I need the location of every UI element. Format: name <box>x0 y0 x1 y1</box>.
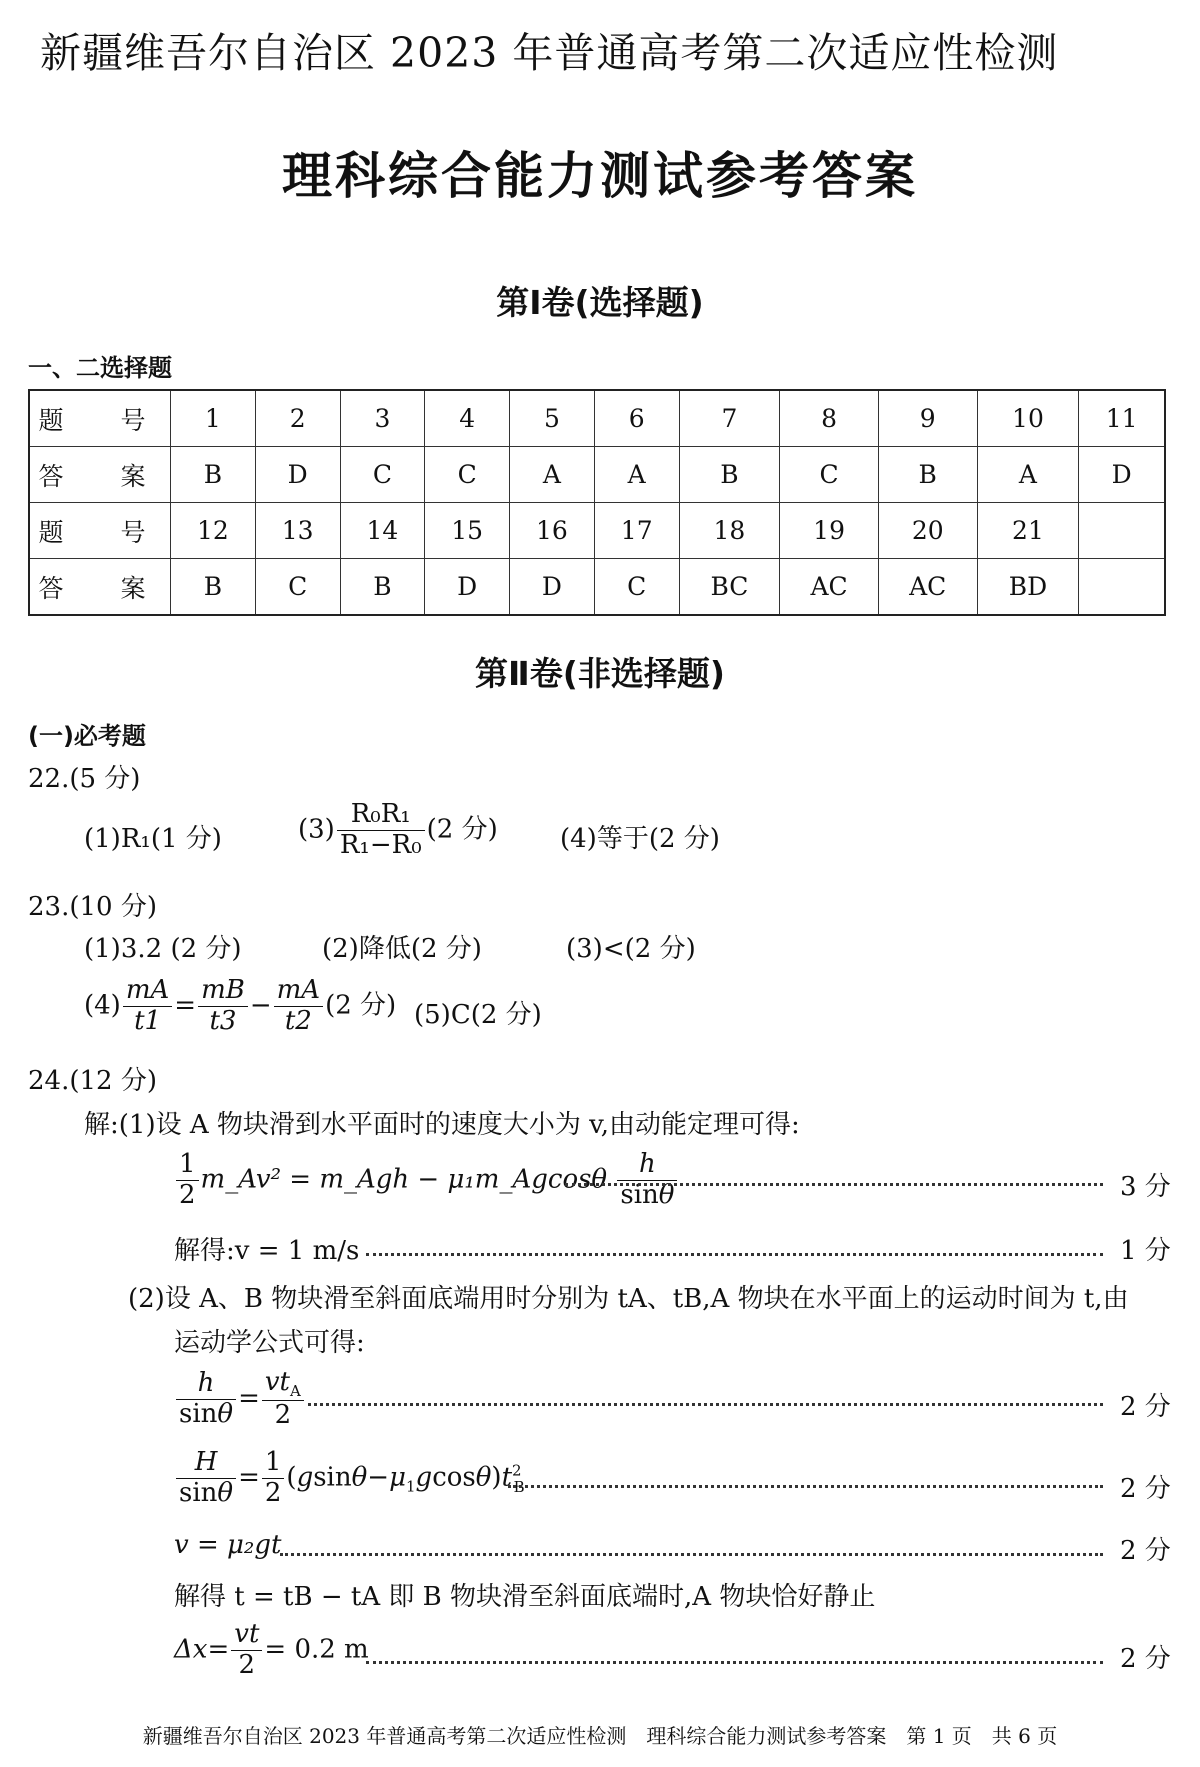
q23-fraction-2 <box>198 976 248 1037</box>
q24-eq1-score: 3 分 <box>1120 1172 1171 1202</box>
q24-heading: 24.(12 分) <box>28 1066 157 1096</box>
answer-cell: B <box>679 447 780 503</box>
question-number-cell: 15 <box>425 503 510 559</box>
answer-cell: B <box>340 559 425 616</box>
answer-cell: BD <box>977 559 1079 616</box>
answer-cell: A <box>594 447 679 503</box>
q23-part1: (1)3.2 (2 分) <box>84 934 242 964</box>
q23-part4-prefix: (4) <box>84 990 121 1021</box>
q24-eq3-score: 2 分 <box>1120 1392 1171 1422</box>
question-number-cell: 20 <box>878 503 977 559</box>
answer-cell: C <box>780 447 879 503</box>
leader-dots <box>308 1403 1103 1406</box>
eq3-left-fraction: $\frac{h}{\sin\theta}$ <box>176 1369 236 1430</box>
q22-part3 <box>298 800 498 861</box>
question-number-cell: 5 <box>510 390 595 447</box>
q23-part3: (3)<(2 分) <box>566 934 696 964</box>
q24-eq5: v = μ₂gt <box>174 1530 282 1560</box>
doc-title-line2: 理科综合能力测试参考答案 <box>282 147 918 205</box>
row-label: 答 案 <box>29 447 171 503</box>
page-footer: 新疆维吾尔自治区 2023 年普通高考第二次适应性检测 理科综合能力测试参考答案 第 1 页 共 6 页 <box>142 1724 1058 1748</box>
eq7-fraction: $\frac{vt}{2}$ <box>231 1620 262 1681</box>
answer-cell: D <box>1079 447 1165 503</box>
answer-cell: AC <box>878 559 977 616</box>
q23-f3-num: mA <box>276 975 321 1005</box>
eq4-half-fraction: $\frac{1}{2}$ <box>262 1448 285 1509</box>
table-row <box>29 503 1165 559</box>
q24-eq1-body: m_Av² = m_Agh − μ₁m_Agcosθ <box>200 1164 608 1195</box>
section2-subtitle: (一)必考题 <box>28 722 146 750</box>
answer-table <box>28 389 1166 616</box>
leader-dots <box>565 1183 1103 1186</box>
q23-f1-num: mA <box>125 975 170 1005</box>
question-number-cell: 4 <box>425 390 510 447</box>
q24-part2-line2: 运动学公式可得: <box>174 1328 365 1358</box>
q23-f2-den: t3 <box>209 1005 237 1036</box>
q24-eq4: $\frac{H}{\sin\theta}$ = $\frac{1}{2}$ $(gsin\theta-\mu_1gcos\theta)t^2_B$ <box>174 1448 525 1509</box>
question-number-cell: 9 <box>878 390 977 447</box>
q22-part3-suffix: (2 分) <box>426 814 498 845</box>
question-number-cell: 3 <box>340 390 425 447</box>
q24-eq3: $\frac{h}{\sin\theta}$ = $\frac{vt_A}{2}$ <box>174 1368 306 1431</box>
answer-cell: D <box>255 447 340 503</box>
row-label: 题 号 <box>29 503 171 559</box>
q24-eq6: 解得 t = tB − tA 即 B 物块滑至斜面底端时,A 物块恰好静止 <box>174 1582 876 1612</box>
q23-part5: (5)C(2 分) <box>414 1000 542 1030</box>
q24-eq2: 解得:v = 1 m/s <box>174 1236 360 1266</box>
answer-cell: BC <box>679 559 780 616</box>
answer-cell: A <box>977 447 1079 503</box>
question-number-cell: 12 <box>171 503 256 559</box>
row-label: 答 案 <box>29 559 171 616</box>
q22-part4: (4)等于(2 分) <box>560 824 720 854</box>
question-number-cell: 17 <box>594 503 679 559</box>
leader-dots <box>366 1253 1103 1256</box>
row-label: 题 号 <box>29 390 171 447</box>
answer-cell: D <box>510 559 595 616</box>
q23-part4-suffix: (2 分) <box>325 990 397 1021</box>
question-number-cell: 2 <box>255 390 340 447</box>
answer-cell <box>1079 559 1165 616</box>
q22-frac-den: R₁−R₀ <box>339 829 422 860</box>
q23-f3-den: t2 <box>284 1005 312 1036</box>
answer-cell: C <box>340 447 425 503</box>
one-half-fraction: $\frac{1}{2}$ <box>176 1150 199 1211</box>
question-number-cell: 11 <box>1079 390 1165 447</box>
leader-dots <box>366 1661 1103 1664</box>
h-over-sin-fraction: $\frac{h}{\sin\theta}$ <box>617 1150 677 1211</box>
q24-eq2-score: 1 分 <box>1120 1236 1171 1266</box>
q24-eq5-score: 2 分 <box>1120 1536 1171 1566</box>
question-number-cell: 8 <box>780 390 879 447</box>
q22-part3-prefix: (3) <box>298 814 335 845</box>
q23-part4: (4) $\frac{mA}{t1}$ = $\frac{mB}{t3}$ − $\frac{mA}{t2}$ (2 分) <box>84 975 397 1036</box>
q22-frac-num: R₀R₁ <box>337 800 425 831</box>
question-number-cell <box>1079 503 1165 559</box>
question-number-cell: 19 <box>780 503 879 559</box>
q23-f2-num: mB <box>201 975 245 1005</box>
table-row <box>29 559 1165 616</box>
q23-part2: (2)降低(2 分) <box>322 934 482 964</box>
q23-heading: 23.(10 分) <box>28 892 157 922</box>
table-row <box>29 390 1165 447</box>
q23-fraction-1 <box>123 976 172 1037</box>
question-number-cell: 16 <box>510 503 595 559</box>
eq3-right-fraction: $\frac{vt_A}{2}$ <box>262 1368 304 1431</box>
q24-eq4-score: 2 分 <box>1120 1474 1171 1504</box>
eq4-left-fraction: $\frac{H}{\sin\theta}$ <box>176 1448 236 1509</box>
question-number-cell: 18 <box>679 503 780 559</box>
question-number-cell: 13 <box>255 503 340 559</box>
doc-title-line1: 新疆维吾尔自治区 2023 年普通高考第二次适应性检测 <box>40 29 1059 77</box>
question-number-cell: 6 <box>594 390 679 447</box>
leader-dots <box>508 1485 1103 1488</box>
table-row <box>29 447 1165 503</box>
question-number-cell: 10 <box>977 390 1079 447</box>
answer-cell: A <box>510 447 595 503</box>
answer-cell: D <box>425 559 510 616</box>
section1-subtitle: 一、二选择题 <box>28 354 172 382</box>
section1-title: 第Ⅰ卷(选择题) <box>496 283 704 322</box>
q24-part2-line1: (2)设 A、B 物块滑至斜面底端用时分别为 tA、tB,A 物块在水平面上的运动时间为 t,由 <box>128 1284 1129 1314</box>
q23-f1-den: t1 <box>134 1005 162 1036</box>
answer-cell: C <box>425 447 510 503</box>
question-number-cell: 21 <box>977 503 1079 559</box>
leader-dots <box>280 1553 1103 1556</box>
answer-cell: B <box>171 447 256 503</box>
q22-part1: (1)R₁(1 分) <box>84 824 222 854</box>
question-number-cell: 1 <box>171 390 256 447</box>
q24-eq7-tail: = 0.2 m <box>264 1634 369 1665</box>
q22-fraction <box>337 800 425 861</box>
answer-cell: C <box>594 559 679 616</box>
section2-title: 第Ⅱ卷(非选择题) <box>475 654 725 693</box>
q24-eq1 <box>174 1150 679 1211</box>
question-number-cell: 7 <box>679 390 780 447</box>
answer-cell: AC <box>780 559 879 616</box>
q24-eq7: Δx= $\frac{vt}{2}$ = 0.2 m <box>174 1619 369 1680</box>
answer-cell: C <box>255 559 340 616</box>
answer-cell: B <box>878 447 977 503</box>
question-number-cell: 14 <box>340 503 425 559</box>
q24-intro: 解:(1)设 A 物块滑到水平面时的速度大小为 v,由动能定理可得: <box>84 1110 800 1140</box>
q24-eq7-score: 2 分 <box>1120 1644 1171 1674</box>
q22-heading: 22.(5 分) <box>28 764 141 794</box>
answer-cell: B <box>171 559 256 616</box>
q23-fraction-3 <box>274 976 323 1037</box>
